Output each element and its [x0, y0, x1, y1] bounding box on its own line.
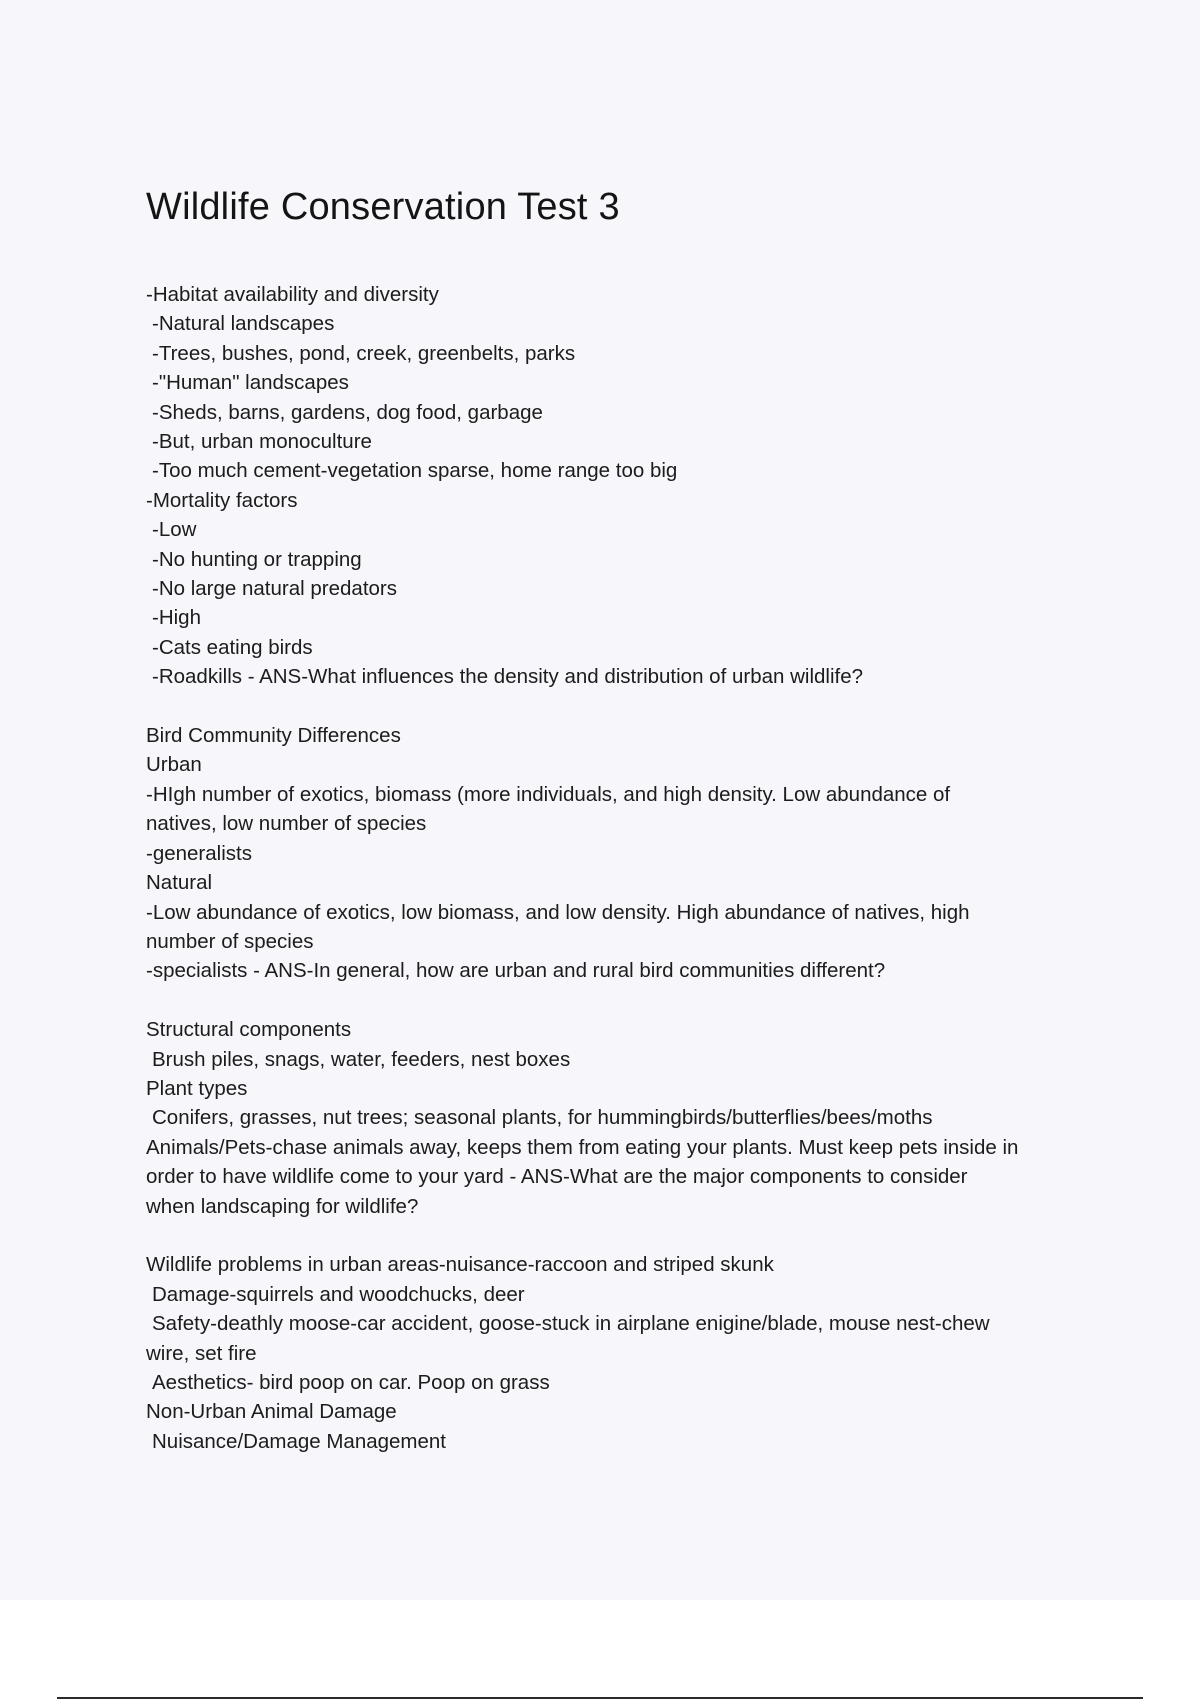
text-line: Plant types [146, 1076, 248, 1100]
text-line: Animals/Pets-chase animals away, keeps them from eating your plants. Must keep pets inside in [146, 1135, 1019, 1159]
text-line: Safety-deathly moose-car accident, goose-stuck in airplane enigine/blade, mouse nest-chew [152, 1312, 990, 1336]
text-line: -specialists - ANS-In general, how are urban and rural bird communities different? [146, 959, 886, 983]
text-line: Aesthetics- bird poop on car. Poop on grass [152, 1370, 550, 1394]
text-line: Brush piles, snags, water, feeders, nest boxes [152, 1047, 571, 1071]
text-line: Damage-squirrels and woodchucks, deer [152, 1282, 525, 1306]
text-line: -Natural landscapes [152, 312, 335, 336]
section-bird-community-differences [146, 721, 1106, 986]
text-line: -Low abundance of exotics, low biomass, and low density. High abundance of natives, high [146, 900, 970, 924]
text-line: Structural components [146, 1018, 352, 1042]
text-line: -Cats eating birds [152, 635, 313, 659]
text-line: -Roadkills - ANS-What influences the density and distribution of urban wildlife? [152, 665, 864, 689]
text-line: -"Human" landscapes [152, 371, 349, 395]
text-line: -Trees, bushes, pond, creek, greenbelts, parks [152, 341, 576, 365]
text-line: Non-Urban Animal Damage [146, 1400, 397, 1424]
document-title: Wildlife Conservation Test 3 [146, 186, 620, 228]
text-line: -Sheds, barns, gardens, dog food, garbage [152, 400, 543, 424]
text-line: natives, low number of species [146, 812, 427, 836]
text-line: when landscaping for wildlife? [146, 1194, 419, 1218]
paragraph-spacer [146, 1221, 1106, 1250]
section-urban-wildlife-density [146, 280, 1106, 692]
section-urban-wildlife-problems [146, 1250, 1106, 1456]
text-line: order to have wildlife come to your yard - ANS-What are the major components to consider [146, 1165, 968, 1189]
text-line: -generalists [146, 841, 252, 865]
text-line: Wildlife problems in urban areas-nuisance-raccoon and striped skunk [146, 1253, 774, 1277]
text-line: wire, set fire [146, 1341, 257, 1365]
text-line: -Too much cement-vegetation sparse, home range too big [152, 459, 678, 483]
paragraph-spacer [146, 986, 1106, 1015]
text-line: number of species [146, 929, 314, 953]
document-body [146, 280, 1106, 1456]
text-line: -High [152, 606, 201, 630]
text-line: -No large natural predators [152, 577, 397, 601]
footer-divider [57, 1697, 1143, 1699]
text-line: -Mortality factors [146, 488, 298, 512]
text-line: Conifers, grasses, nut trees; seasonal plants, for hummingbirds/butterflies/bees/moths [152, 1106, 933, 1130]
text-line: -But, urban monoculture [152, 430, 372, 454]
text-line: Urban [146, 753, 202, 777]
text-line: Nuisance/Damage Management [152, 1429, 446, 1453]
text-line: -No hunting or trapping [152, 547, 362, 571]
text-line: -Low [152, 518, 197, 542]
text-line: Natural [146, 871, 213, 895]
text-line: Bird Community Differences [146, 724, 401, 748]
text-line: -HIgh number of exotics, biomass (more individuals, and high density. Low abundance of [146, 782, 951, 806]
section-landscaping-components [146, 1015, 1106, 1221]
text-line: -Habitat availability and diversity [146, 283, 439, 306]
paragraph-spacer [146, 692, 1106, 721]
